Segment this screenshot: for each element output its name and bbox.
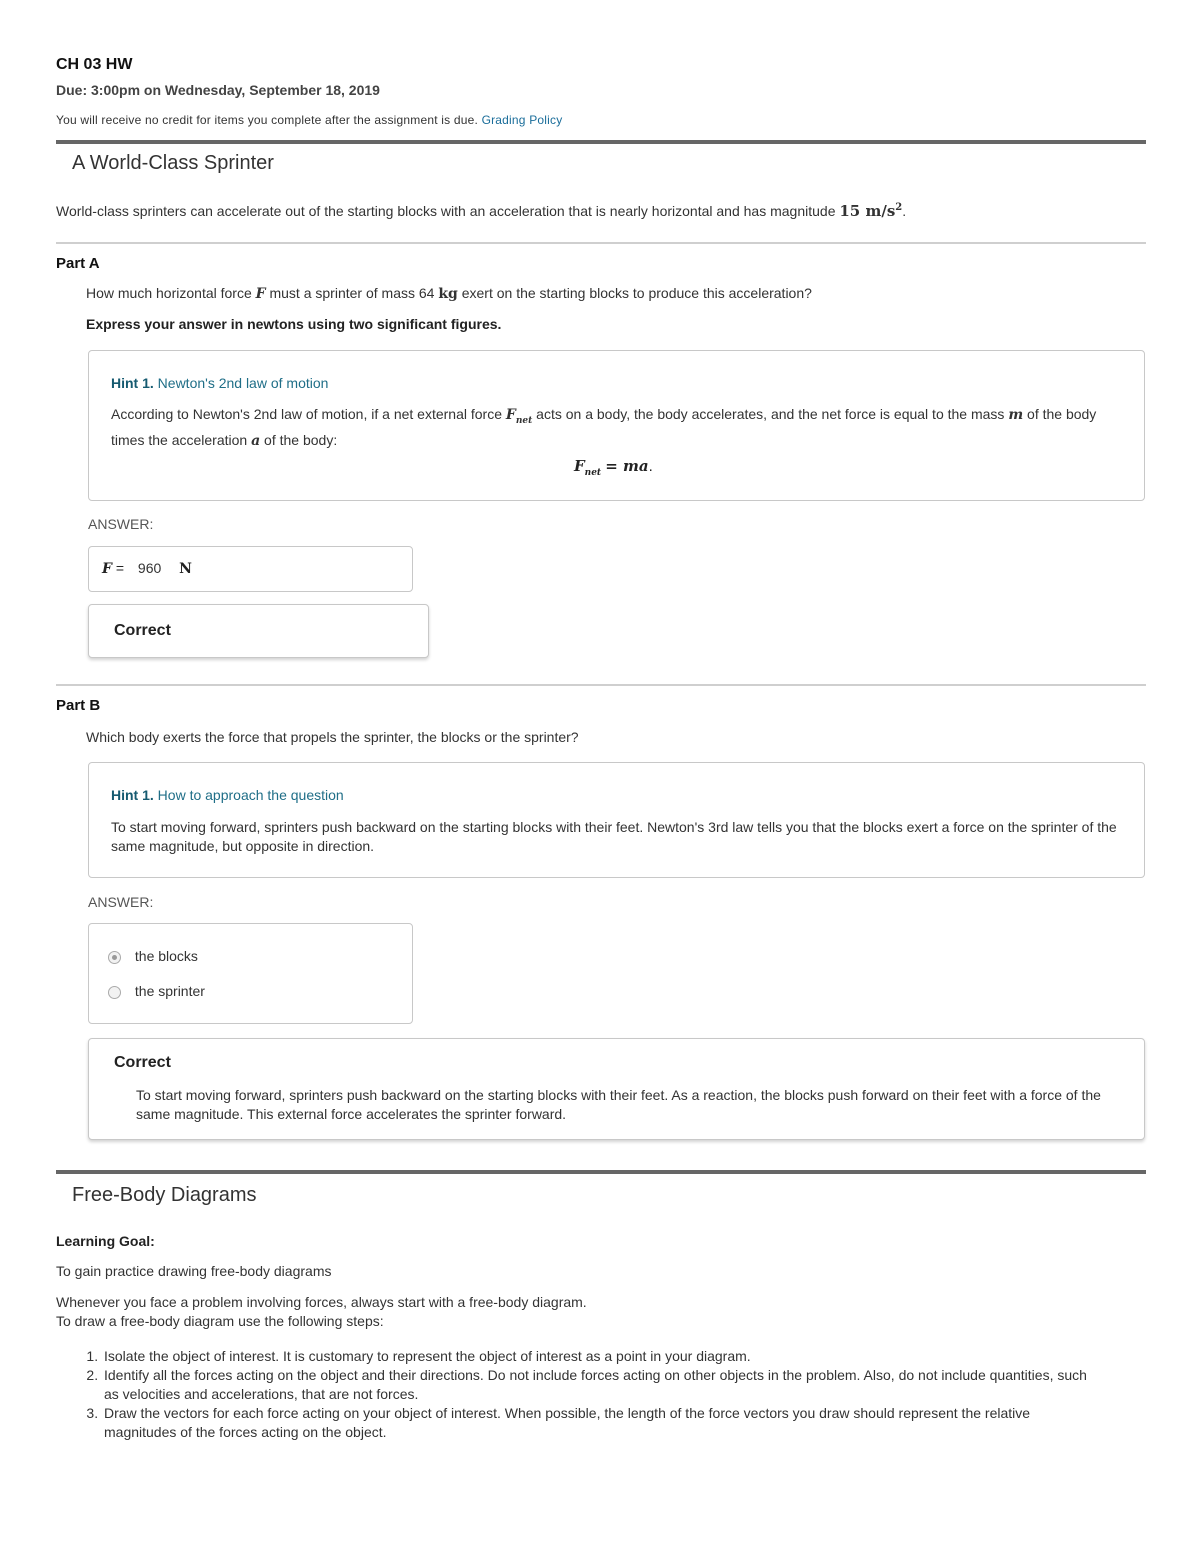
- late-notice: [56, 113, 562, 127]
- problem-title: A World-Class Sprinter: [72, 152, 274, 174]
- hint-text-part: acts on a body, the body accelerates, and the net force is equal to the mass: [536, 406, 1005, 422]
- option-sprinter[interactable]: [108, 983, 205, 999]
- answer-label: ANSWER:: [88, 894, 154, 910]
- intro-end: .: [902, 203, 907, 219]
- answer-unit: N: [179, 561, 192, 577]
- feedback-correct: Correct: [114, 1054, 171, 1071]
- hint-label: Hint 1.: [111, 787, 154, 803]
- answer-label: ANSWER:: [88, 516, 154, 532]
- question-text: must a sprinter of mass 64: [269, 285, 435, 301]
- late-notice-text: You will receive no credit for items you complete after the assignment is due.: [56, 113, 479, 127]
- hint-text-part: of the body:: [264, 431, 338, 448]
- question-text: How much horizontal force: [86, 285, 252, 301]
- option-label: the blocks: [134, 948, 198, 964]
- hint-header[interactable]: [111, 787, 344, 803]
- answer-variable: F: [102, 561, 112, 577]
- hint-equation: [574, 457, 653, 478]
- hint-box: [88, 762, 1145, 878]
- hint-text-part: According to Newton's 2nd law of motion, if a net external force: [111, 406, 502, 422]
- intro-value: [839, 202, 902, 220]
- mass-unit: kg: [438, 286, 458, 302]
- radio-button[interactable]: [108, 986, 121, 999]
- grading-policy-link[interactable]: Grading Policy: [481, 113, 563, 127]
- learning-goal-label: Learning Goal:: [56, 1233, 155, 1249]
- hint-title: How to approach the question: [157, 787, 344, 803]
- paragraph: Whenever you face a problem involving forces, always start with a free-body diagram.: [56, 1294, 587, 1310]
- feedback-box: [88, 1038, 1145, 1140]
- fnet-symbol: F: [505, 407, 516, 423]
- hint-header[interactable]: [111, 375, 328, 391]
- hint-box: [88, 350, 1145, 501]
- answer-options-box: [88, 923, 413, 1024]
- part-b-title: Part B: [56, 697, 101, 714]
- divider: [56, 140, 1146, 144]
- part-a-title: Part A: [56, 255, 100, 272]
- option-blocks[interactable]: [108, 948, 198, 964]
- option-label: the sprinter: [134, 983, 205, 999]
- list-item: 1. Isolate the object of interest. It is customary to represent the object of interest as a point in your diagram.: [102, 1347, 1096, 1366]
- feedback-explanation: To start moving forward, sprinters push backward on the starting blocks with their feet. As a reaction, the blocks push forward on their feet with a force of the same magnitude. This external force accelerates the sprinter forward.: [136, 1087, 1101, 1122]
- problem-intro: [56, 202, 906, 220]
- answer-instruction: Express your answer in newtons using two significant figures.: [86, 316, 502, 332]
- hint-title: Newton's 2nd law of motion: [157, 375, 329, 391]
- assignment-title: CH 03 HW: [56, 56, 133, 73]
- fnet-variable: [505, 407, 533, 426]
- divider: [56, 1170, 1146, 1174]
- intro-unit-exponent: 2: [895, 202, 903, 213]
- acceleration-variable: a: [251, 432, 261, 449]
- feedback-correct: Correct: [114, 622, 171, 639]
- answer-equals: =: [115, 560, 125, 576]
- fnet-subscript: net: [515, 415, 533, 426]
- due-date: Due: 3:00pm on Wednesday, September 18, 2019: [56, 82, 380, 98]
- equation-rhs: = ma: [605, 457, 649, 475]
- steps-list-container: [56, 1347, 1096, 1442]
- divider: [56, 242, 1146, 244]
- divider: [56, 684, 1146, 686]
- equation-lhs-subscript: net: [584, 468, 602, 478]
- mass-variable: m: [1008, 407, 1024, 423]
- hint-text: [111, 405, 1126, 451]
- answer-row: [102, 560, 192, 577]
- steps-list: [56, 1347, 1096, 1442]
- equation-lhs: F: [574, 457, 585, 475]
- intro-unit: m/s: [865, 202, 896, 220]
- equation-end: .: [648, 458, 653, 475]
- intro-number: 15: [839, 202, 861, 220]
- learning-goal-text: To gain practice drawing free-body diagrams: [56, 1263, 332, 1279]
- paragraph: To draw a free-body diagram use the following steps:: [56, 1313, 384, 1329]
- answer-box: [88, 546, 413, 592]
- hint-label: Hint 1.: [111, 375, 154, 391]
- radio-button[interactable]: [108, 951, 121, 964]
- question-text: exert on the starting blocks to produce this acceleration?: [461, 285, 812, 301]
- intro-text: World-class sprinters can accelerate out of the starting blocks with an acceleration that is nearly horizontal and has magnitude: [56, 203, 836, 219]
- part-a-question: [86, 285, 812, 302]
- list-item: 3. Draw the vectors for each force acting on your object of interest. When possible, the length of the force vectors you draw should represent the relative magnitudes of the forces acting on the object.: [102, 1404, 1096, 1442]
- list-item: 2. Identify all the forces acting on the object and their directions. Do not include forces acting on other objects in the problem. Also, do not include quantities, such as velocities and accelerations, that are not forces.: [102, 1366, 1096, 1404]
- feedback-box: [88, 604, 429, 658]
- hint-text: To start moving forward, sprinters push backward on the starting blocks with their feet. Newton's 3rd law tells you that the blocks exert a force on the sprinter of the same magnitude, but opposite in direction.: [111, 819, 1117, 854]
- hint-text-part: of the body times the acceleration: [111, 406, 1097, 448]
- force-variable: F: [255, 286, 266, 302]
- problem-title: Free-Body Diagrams: [72, 1184, 257, 1206]
- part-b-question: Which body exerts the force that propels the sprinter, the blocks or the sprinter?: [86, 729, 579, 745]
- answer-value-field[interactable]: 960: [137, 560, 162, 576]
